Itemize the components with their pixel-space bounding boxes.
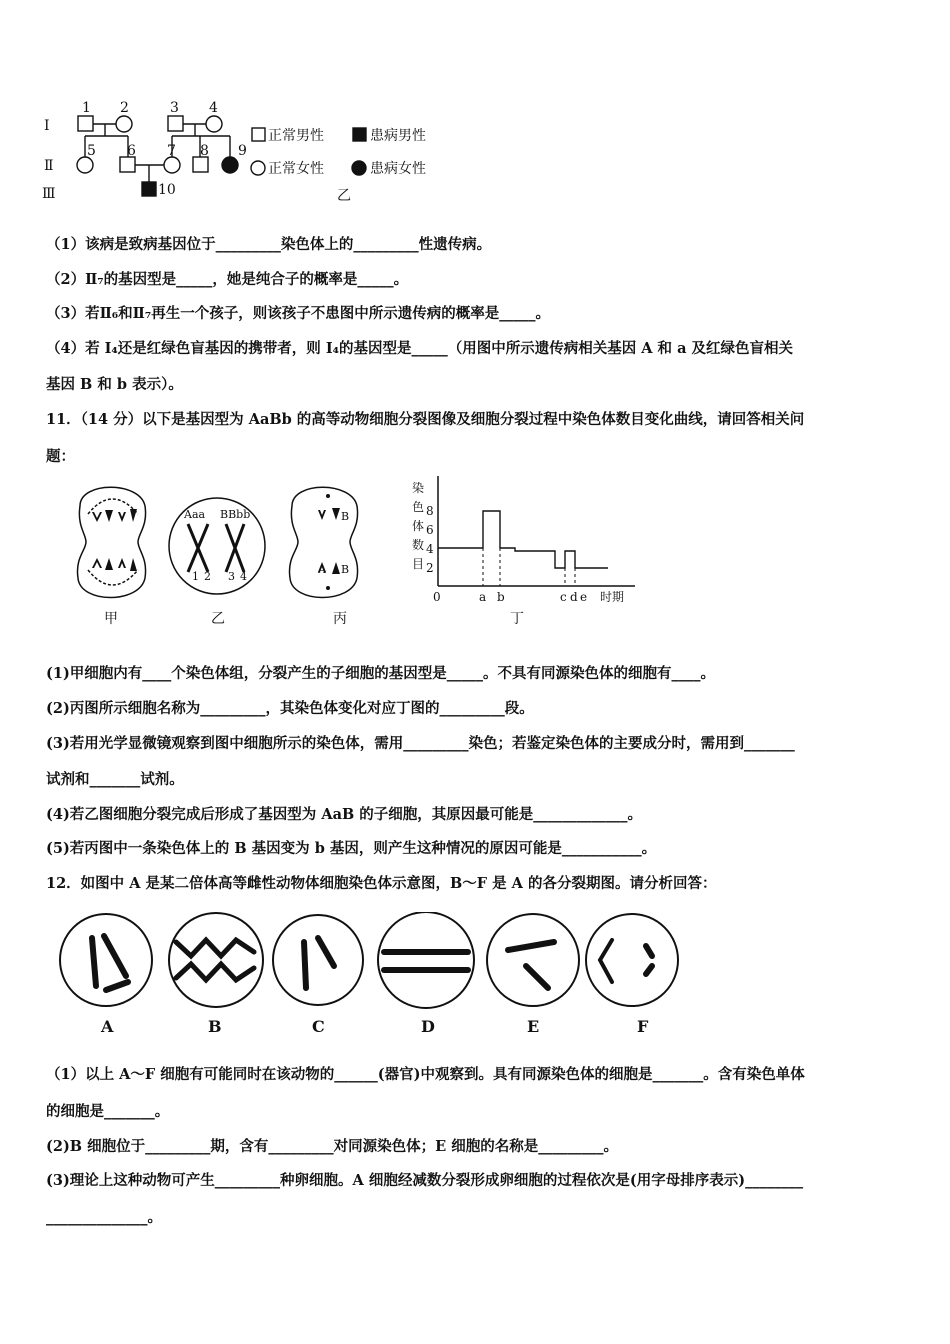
svg-text:d: d [570, 590, 578, 604]
svg-text:b: b [497, 590, 505, 604]
svg-text:体: 体 [412, 519, 425, 533]
svg-text:A: A [318, 563, 326, 576]
gen-label-3: Ⅲ [42, 186, 56, 202]
caption-bing: 丙 [333, 611, 347, 627]
pedigree-chart [40, 96, 460, 206]
svg-text:8: 8 [426, 504, 434, 518]
svg-text:B: B [341, 563, 350, 576]
svg-text:0: 0 [433, 590, 441, 604]
q12-figure [56, 912, 686, 1012]
cell-E [487, 914, 579, 1006]
svg-text:4: 4 [209, 100, 218, 116]
caption-jia: 甲 [104, 611, 118, 627]
caption-E: E [527, 1017, 540, 1036]
svg-text:4: 4 [240, 570, 247, 583]
q12-item-3-cont: ______________。 [46, 1209, 162, 1226]
q10-item-2: （2）Ⅱ₇的基因型是_____，她是纯合子的概率是_____。 [46, 271, 409, 288]
svg-text:2: 2 [120, 100, 129, 116]
svg-text:a: a [479, 590, 487, 604]
q12-item-1-cont: 的细胞是_______。 [46, 1103, 170, 1120]
pedigree-male-3 [168, 116, 183, 131]
caption-A: A [101, 1017, 114, 1036]
svg-text:8: 8 [200, 143, 209, 159]
q11-item-2: (2)丙图所示细胞名称为_________，其染色体变化对应丁图的_________段。 [46, 700, 534, 717]
svg-text:7: 7 [167, 143, 176, 159]
svg-text:10: 10 [158, 182, 176, 198]
legend-normal-female: 正常女性 [268, 161, 324, 177]
svg-text:1: 1 [82, 100, 91, 116]
q11-item-1: (1)甲细胞内有____个染色体组，分裂产生的子细胞的基因型是_____。不具有同源染色体的细胞有____。 [46, 665, 716, 682]
pedigree-male-8 [193, 157, 208, 172]
q11-item-4: (4)若乙图细胞分裂完成后形成了基因型为 AaB 的子细胞，其原因最可能是_____________。 [46, 806, 643, 823]
svg-text:2: 2 [204, 570, 211, 583]
legend-affected-female: 患病女性 [370, 161, 426, 177]
svg-text:B: B [341, 510, 350, 523]
cell-jia [77, 487, 145, 597]
q10-item-4: （4）若 I₄还是红绿色盲基因的携带者，则 I₄的基因型是_____（用图中所示遗传病相关基因 A 和 a 及红绿色盲相关 [46, 340, 794, 357]
cell-C [273, 915, 363, 1005]
caption-ding: 丁 [510, 611, 524, 627]
svg-text:Aaa: Aaa [184, 508, 206, 521]
q12-intro: 12．如图中 A 是某二倍体高等雌性动物体细胞染色体示意图，B～F 是 A 的各分裂期图。请分析回答： [46, 875, 717, 892]
q10-item-4-cont: 基因 B 和 b 表示）。 [46, 376, 183, 393]
q11-figure [60, 476, 650, 632]
pedigree-female-2 [116, 116, 132, 132]
svg-text:4: 4 [426, 542, 434, 556]
q12-item-3: (3)理论上这种动物可产生_________种卵细胞。A 细胞经减数分裂形成卵细胞的过程依次是(用字母排序表示)________ [46, 1172, 804, 1189]
caption-yi: 乙 [211, 611, 225, 627]
q12-item-2: (2)B 细胞位于_________期，含有_________对同源染色体；E 细胞的名称是_________。 [46, 1138, 618, 1155]
gen-label-2: Ⅱ [44, 158, 54, 174]
q11-item-3-cont: 试剂和_______试剂。 [46, 771, 184, 788]
pedigree-female-5 [77, 157, 93, 173]
svg-text:色: 色 [412, 500, 425, 514]
pedigree-female-7 [164, 157, 180, 173]
caption-D: D [421, 1017, 435, 1036]
svg-text:1: 1 [192, 570, 199, 583]
svg-text:3: 3 [228, 570, 235, 583]
pedigree-caption: 乙 [337, 188, 351, 204]
caption-C: C [312, 1017, 325, 1036]
svg-text:BBbb: BBbb [220, 508, 251, 521]
pedigree-female-4 [206, 116, 222, 132]
pedigree-affected-female-9 [222, 157, 238, 173]
svg-text:染: 染 [412, 481, 425, 495]
legend-normal-male: 正常男性 [268, 128, 324, 144]
q11-item-5: (5)若丙图中一条染色体上的 B 基因变为 b 基因，则产生这种情况的原因可能是___________。 [46, 840, 657, 857]
legend-affected-male: 患病男性 [370, 128, 426, 144]
svg-text:时期: 时期 [600, 590, 625, 604]
pedigree-male-1 [78, 116, 93, 131]
caption-F: F [637, 1017, 649, 1036]
q11-item-3: (3)若用光学显微镜观察到图中细胞所示的染色体，需用_________染色；若鉴定染色体的主要成分时，需用到_______ [46, 735, 795, 752]
pedigree-affected-male-10 [142, 182, 156, 196]
q10-item-3: （3）若Ⅱ₆和Ⅱ₇再生一个孩子，则该孩子不患图中所示遗传病的概率是_____。 [46, 305, 550, 322]
chromosome-count-line [438, 511, 608, 568]
caption-B: B [208, 1017, 222, 1036]
q11-intro: 11．（14 分）以下是基因型为 AaBb 的高等动物细胞分裂图像及细胞分裂过程中染色体数目变化曲线，请回答相关问 [46, 411, 805, 428]
svg-text:目: 目 [412, 557, 425, 571]
svg-text:3: 3 [170, 100, 179, 116]
svg-text:数: 数 [412, 538, 425, 552]
svg-text:9: 9 [238, 143, 247, 159]
q11-intro-cont: 题： [46, 448, 75, 465]
svg-text:6: 6 [127, 143, 136, 159]
cell-D [378, 912, 474, 1008]
svg-text:6: 6 [426, 523, 434, 537]
q12-item-1: （1）以上 A～F 细胞有可能同时在该动物的______(器官)中观察到。具有同源染色体的细胞是_______。含有染色单体 [46, 1066, 805, 1083]
svg-text:c: c [560, 590, 567, 604]
gen-label-1: Ⅰ [44, 118, 50, 134]
q10-item-1: （1）该病是致病基因位于_________染色体上的_________性遗传病。 [46, 236, 492, 253]
cell-B [169, 913, 263, 1007]
svg-text:2: 2 [426, 561, 434, 575]
cell-bing [289, 487, 357, 597]
pedigree-male-6 [120, 157, 135, 172]
svg-text:e: e [580, 590, 588, 604]
svg-text:5: 5 [87, 143, 96, 159]
